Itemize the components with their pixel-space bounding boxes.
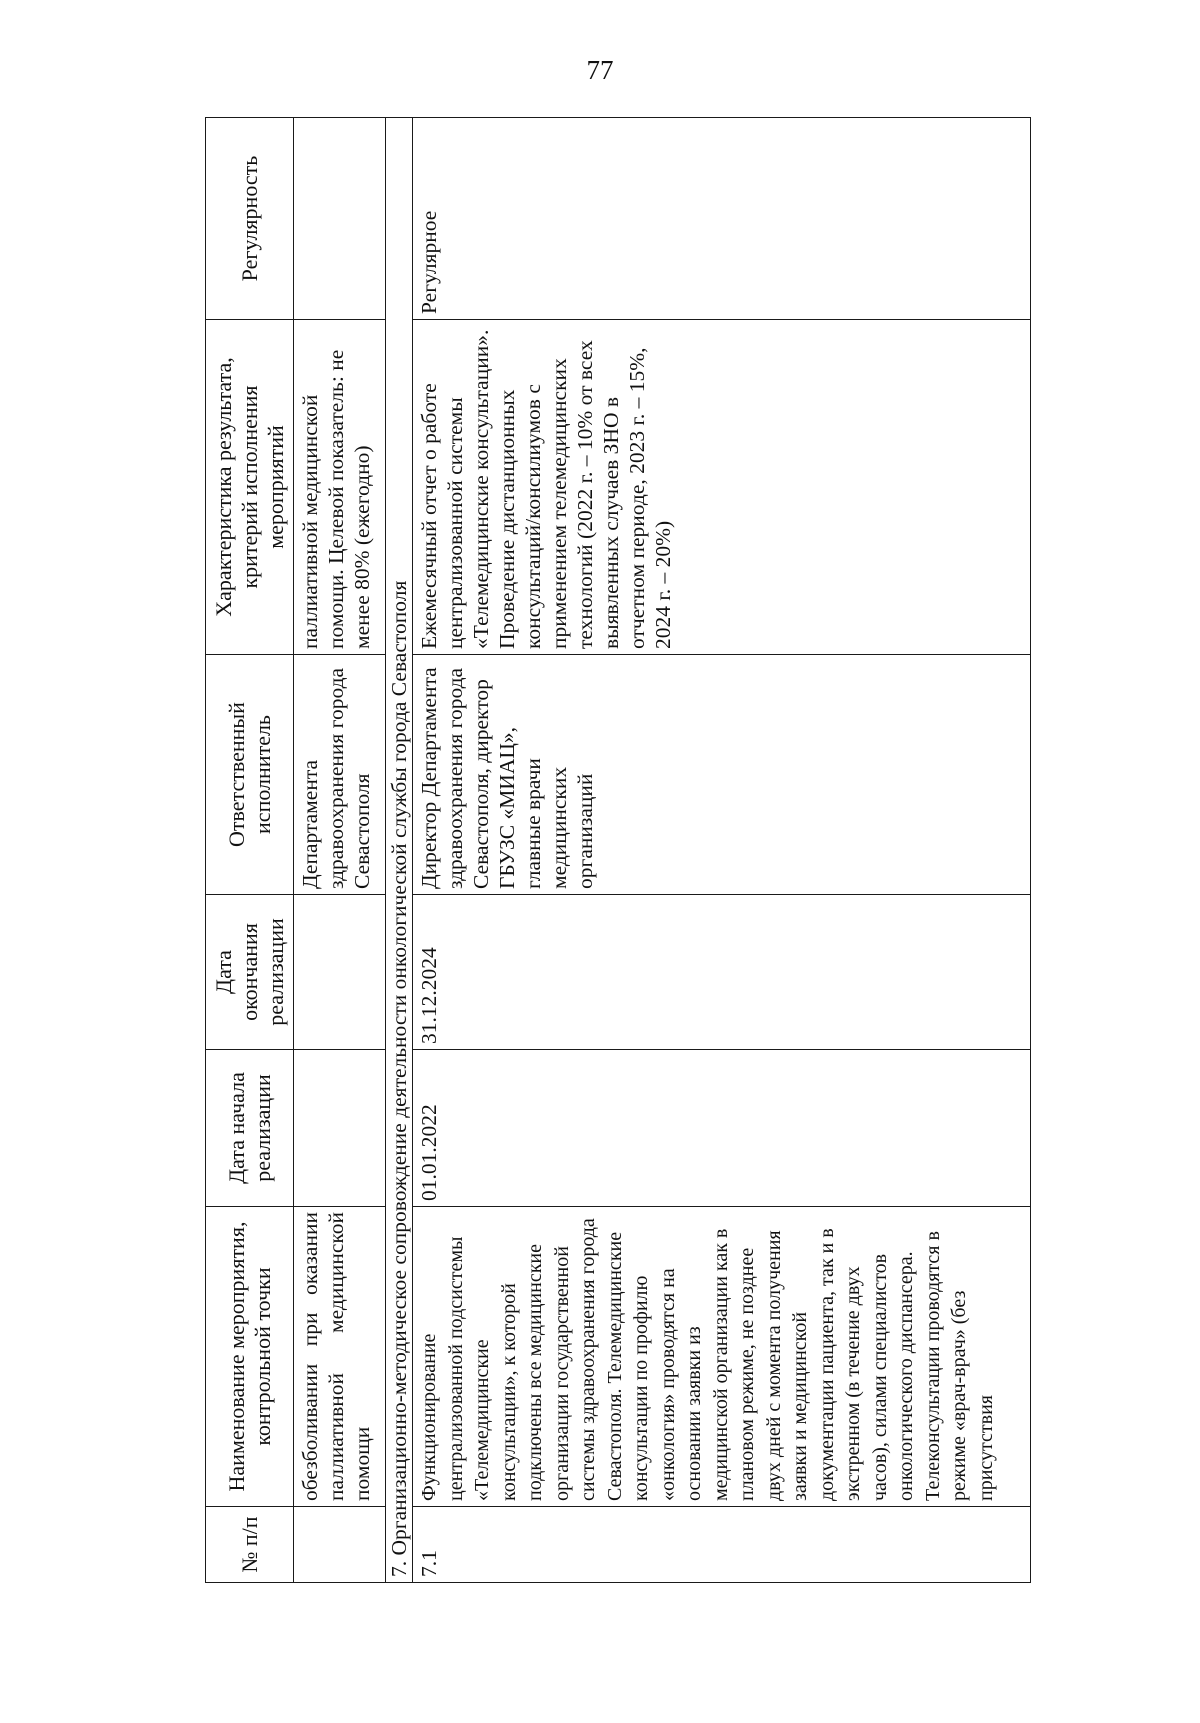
cell-responsible: Департамента здравоохранения города Севастополя xyxy=(294,655,386,895)
cell-regularity xyxy=(294,118,386,320)
cell-regularity: Регулярное xyxy=(413,118,1031,320)
cell-num xyxy=(294,1507,386,1583)
cell-responsible: Директор Департамента здравоохранения города Севастополя, директор ГБУЗС «МИАЦ», главные врачи медицинских организаций xyxy=(413,655,1031,895)
activities-table xyxy=(205,117,1031,1583)
cell-name: обезболивании при оказании паллиативной медицинской помощи xyxy=(294,1207,386,1507)
cell-criteria: паллиативной медицинской помощи. Целевой показатель: не менее 80% (ежегодно) xyxy=(294,320,386,655)
table-row-continuation xyxy=(294,118,386,1583)
cell-criteria: Ежемесячный отчет о работе централизованной системы «Телемедицинские консультации». Проведение дистанционных консультаций/консилиумов с применением телемедицинских технологий (2022 г. – 10% от всех выявленных случаев ЗНО в отчетном периоде, 2023 г. – 15%, 2024 г. – 20%) xyxy=(413,320,1031,655)
cell-start-date xyxy=(294,1050,386,1207)
header-responsible: Ответственный исполнитель xyxy=(206,655,294,895)
table-row xyxy=(413,118,1031,1583)
table-section-row xyxy=(386,118,413,1583)
header-end-date: Дата окончания реализации xyxy=(206,895,294,1050)
cell-start-date: 01.01.2022 xyxy=(413,1050,1031,1207)
section-title: 7. Организационно-методическое сопровождение деятельности онкологической службы города Севастополя xyxy=(386,118,413,1583)
header-criteria: Характеристика результата, критерий исполнения мероприятий xyxy=(206,320,294,655)
cell-num: 7.1 xyxy=(413,1507,1031,1583)
table-header-row xyxy=(206,118,294,1583)
rotated-table-container xyxy=(205,118,1101,1583)
cell-name: Функционирование централизованной подсистемы «Телемедицинские консультации», к которой подключены все медицинские организации государственной системы здравоохранения города Севастополя. Телемедицинские консультации по профилю «онкология» проводятся на основании заявки из медицинской организации как в плановом режиме, не позднее двух дней с момента получения заявки и медицинской документации пациента, так и в экстренном (в течение двух часов), силами специалистов онкологического диспансера. Телеконсультации проводятся в режиме «врач-врач» (без присутствия xyxy=(413,1207,1031,1507)
header-regularity: Регулярность xyxy=(206,118,294,320)
header-name: Наименование мероприятия, контрольной точки xyxy=(206,1207,294,1507)
page-number: 77 xyxy=(586,55,614,85)
header-num: № п/п xyxy=(206,1507,294,1583)
cell-end-date: 31.12.2024 xyxy=(413,895,1031,1050)
header-start-date: Дата начала реализации xyxy=(206,1050,294,1207)
cell-end-date xyxy=(294,895,386,1050)
